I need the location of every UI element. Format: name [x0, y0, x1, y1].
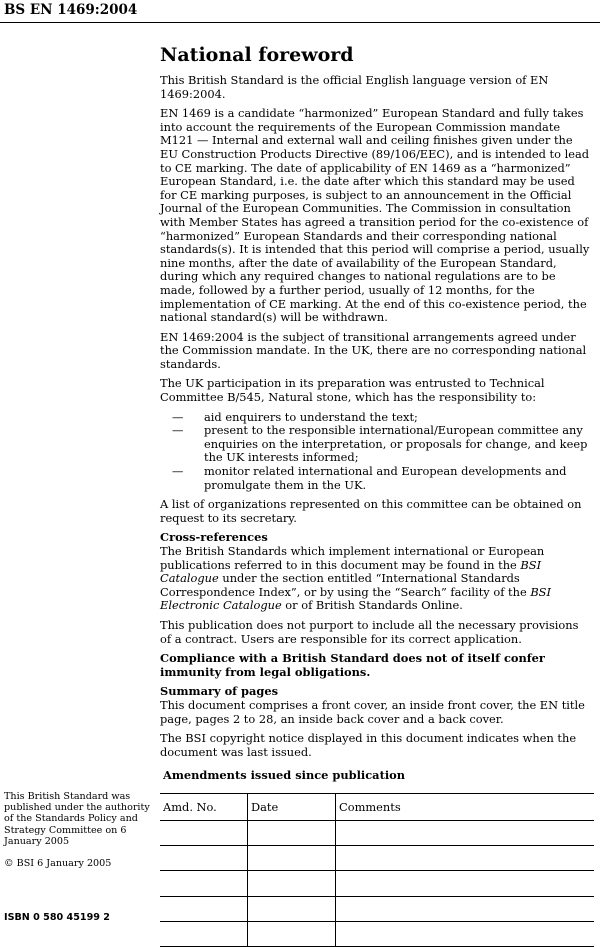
table-cell [248, 846, 336, 871]
responsibility-list [160, 411, 592, 493]
table-cell [160, 846, 248, 871]
amendments-title: Amendments issued since publication [163, 768, 406, 782]
crossref-text-c: under the section entitled “International Standards Correspondence Index”, or by using the “Search” facility of the [160, 571, 531, 599]
publication-note: This British Standard was published under the authority of the Standards Policy and Strategy Committee on 6 January 2005 [4, 791, 150, 847]
table-row [160, 896, 594, 921]
table-cell [336, 821, 595, 846]
table-row [160, 871, 594, 896]
paragraph-organizations: A list of organizations represented on this committee can be obtained on request to its secretary. [160, 497, 582, 525]
column-header-amd-no: Amd. No. [160, 794, 248, 821]
page-header [0, 0, 600, 23]
table-header-row [160, 794, 594, 821]
list-item [160, 411, 592, 425]
table-cell [160, 921, 248, 946]
column-header-comments: Comments [336, 794, 595, 821]
paragraph-intro: This British Standard is the official English language version of EN 1469:2004. [160, 73, 549, 101]
isbn: ISBN 0 580 45199 2 [4, 912, 110, 923]
paragraph-transitional: EN 1469:2004 is the subject of transitional arrangements agreed under the Commission mandate. In the UK, there are no corresponding national standards. [160, 329, 587, 371]
list-item-text: present to the responsible international/European committee any enquiries on the interpretation, or proposals for change, and keep the UK interests informed; [204, 423, 588, 465]
copyright-notice: © BSI 6 January 2005 [4, 858, 112, 869]
dash-marker: — [172, 464, 184, 479]
table-cell [248, 821, 336, 846]
table-cell [248, 921, 336, 946]
crossref-text-a: The British Standards which implement international or European publications referred to in this document may be found in the [160, 544, 545, 572]
table-cell [160, 821, 248, 846]
table-cell [160, 896, 248, 921]
column-header-date: Date [248, 794, 336, 821]
list-item-text: aid enquirers to understand the text; [204, 409, 418, 424]
standard-code: BS EN 1469:2004 [4, 2, 138, 18]
compliance-statement: Compliance with a British Standard does not of itself confer immunity from legal obligations. [160, 651, 545, 679]
paragraph-committee: The UK participation in its preparation was entrusted to Technical Committee B/545, Natural stone, which has the responsibility to: [160, 376, 545, 405]
paragraph-crossref [160, 545, 592, 613]
crossref-heading: Cross-references [160, 530, 268, 545]
dash-marker: — [172, 409, 184, 424]
table-cell [248, 871, 336, 896]
list-item [160, 465, 592, 492]
page-title: National foreword [160, 44, 354, 66]
list-item-text: monitor related international and European developments and promulgate them in the UK. [204, 464, 567, 492]
paragraph-contract: This publication does not purport to include all the necessary provisions of a contract. Users are responsible for its correct application. [160, 617, 579, 646]
bsi-electronic-catalogue-title: BSI Electronic Catalogue [160, 584, 551, 613]
table-cell [336, 896, 595, 921]
summary-heading: Summary of pages [160, 684, 279, 699]
amendments-table [160, 793, 594, 947]
foreword-body [160, 44, 592, 765]
table-cell [336, 921, 595, 946]
table-cell [248, 896, 336, 921]
paragraph-harmonized: EN 1469 is a candidate “harmonized” European Standard and fully takes into account the requirements of the European Commission mandate M121 — Internal and external wall and ceiling finishes given under the EU Construction Products Directive (89/106/EEC), and is intended to lead to CE marking. The date of applicability of EN 1469 as a “harmonized” European Standard, i.e. the date after which this standard may be used for CE marking purposes, is subject to an announcement in the Official Journal of the European Communities. The Commission in consultation with Member States has agreed a transition period for the co-existence of “harmonized” European Standards and their corresponding national standards(s). It is intended that this period will comprise a period, usually nine months, after the date of availability of the European Standard, during which any required changes to national regulations are to be made, followed by a further period, usually of 12 months, for the implementation of CE marking. At the end of this co-existence period, the national standard(s) will be withdrawn. [160, 106, 590, 325]
table-row [160, 846, 594, 871]
dash-marker: — [172, 423, 184, 438]
table-cell [160, 871, 248, 896]
table-row [160, 821, 594, 846]
crossref-text-e: or of British Standards Online. [281, 598, 463, 613]
bsi-catalogue-title: BSI Catalogue [160, 557, 542, 586]
table-cell [336, 871, 595, 896]
table-cell [336, 846, 595, 871]
paragraph-summary: This document comprises a front cover, an inside front cover, the EN title page, pages 2 to 28, an inside back cover and a back cover. [160, 697, 585, 726]
paragraph-copyright-notice: The BSI copyright notice displayed in this document indicates when the document was last issued. [160, 731, 577, 759]
list-item [160, 424, 592, 465]
table-row [160, 921, 594, 946]
